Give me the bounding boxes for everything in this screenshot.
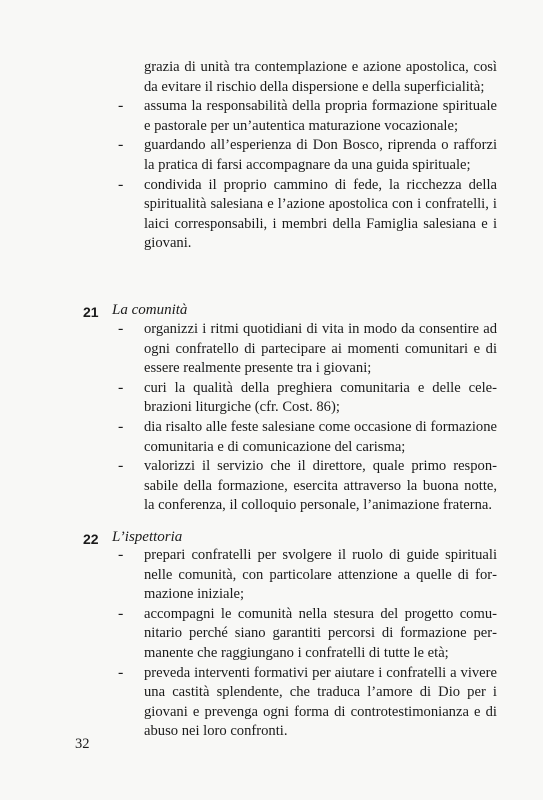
- section-22-list: [118, 546, 497, 742]
- list-item-text: condivida il proprio cammino di fede, la ricchezza della spiritualità salesiana e l’azione apostolica con i confratelli, i laici corresponsabili, i membri della Famiglia salesiana e i giovani.: [144, 176, 497, 252]
- bullet-dash: -: [118, 546, 124, 563]
- list-item: [118, 605, 497, 664]
- list-item-text: preveda interventi formativi per aiutare i confratelli a vivere una castità splendente, che traduca l’amore di Dio per i giovani e prevenga ogni forma di controtestimonianza e di abuso nei loro confronti.: [144, 664, 497, 740]
- bullet-dash: -: [118, 417, 124, 435]
- list-item: [118, 136, 497, 175]
- list-item-text: organizzi i ritmi quotidiani di vita in modo da consentire ad ogni confratello di partecipare ai momenti comunitari e di essere realmente presente tra i giovani;: [144, 321, 497, 377]
- section-title: L’ispettoria: [112, 529, 183, 545]
- bullet-dash: -: [118, 320, 124, 337]
- list-item-text: curi la qualità della preghiera comunitaria e delle celebrazioni liturgiche (cfr. Cost. 86);: [144, 379, 497, 416]
- bullet-dash: -: [118, 457, 124, 475]
- list-item: [118, 176, 497, 254]
- list-item-text: prepari confratelli per svolgere il ruolo di guide spirituali nelle comunità, con particolare attenzione a quelle di formazione iniziale;: [144, 547, 497, 603]
- list-item: [118, 457, 497, 516]
- page-number: 32: [75, 736, 90, 752]
- bullet-dash: -: [118, 136, 124, 154]
- list-item-text: guardando all’esperienza di Don Bosco, riprenda o rafforzi la pratica di farsi accompagnare da una guida spirituale;: [144, 137, 497, 173]
- list-item: [118, 546, 497, 605]
- list-item: [118, 418, 497, 457]
- section-title: La comunità: [112, 302, 188, 318]
- bullet-dash: -: [118, 378, 124, 396]
- continuation-paragraph: grazia di unità tra contemplazione e azione apostolica, così da evitare il rischio della dispersione e della superficialità;: [144, 59, 497, 95]
- section-21-list: [118, 320, 497, 516]
- bullet-dash: -: [118, 97, 124, 115]
- intro-block: [118, 58, 497, 254]
- list-item-text: valorizzi il servizio che il direttore, quale primo responsabile della formazione, esercita attraverso la buona notte, la conferenza, il colloquio personale, l’animazione fraterna.: [144, 458, 497, 514]
- section-number: 21: [83, 304, 99, 320]
- bullet-dash: -: [118, 175, 124, 193]
- list-item-text: assuma la responsabilità della propria formazione spirituale e pastorale per un’autentica maturazione vocazionale;: [144, 98, 497, 134]
- list-item: [118, 379, 497, 418]
- list-item: [118, 97, 497, 136]
- list-item: [118, 664, 497, 742]
- section-number: 22: [83, 531, 99, 547]
- bullet-dash: -: [118, 604, 124, 622]
- list-item-text: dia risalto alle feste salesiane come occasione di formazione comunitaria e di comunicazione del carisma;: [144, 418, 497, 455]
- bullet-dash: -: [118, 663, 124, 681]
- list-item: [118, 320, 497, 379]
- list-item-text: accompagni le comunità nella stesura del progetto comunitario perché siano garantiti percorsi di formazione permanente che raggiungano i confratelli di tutte le età;: [144, 605, 497, 661]
